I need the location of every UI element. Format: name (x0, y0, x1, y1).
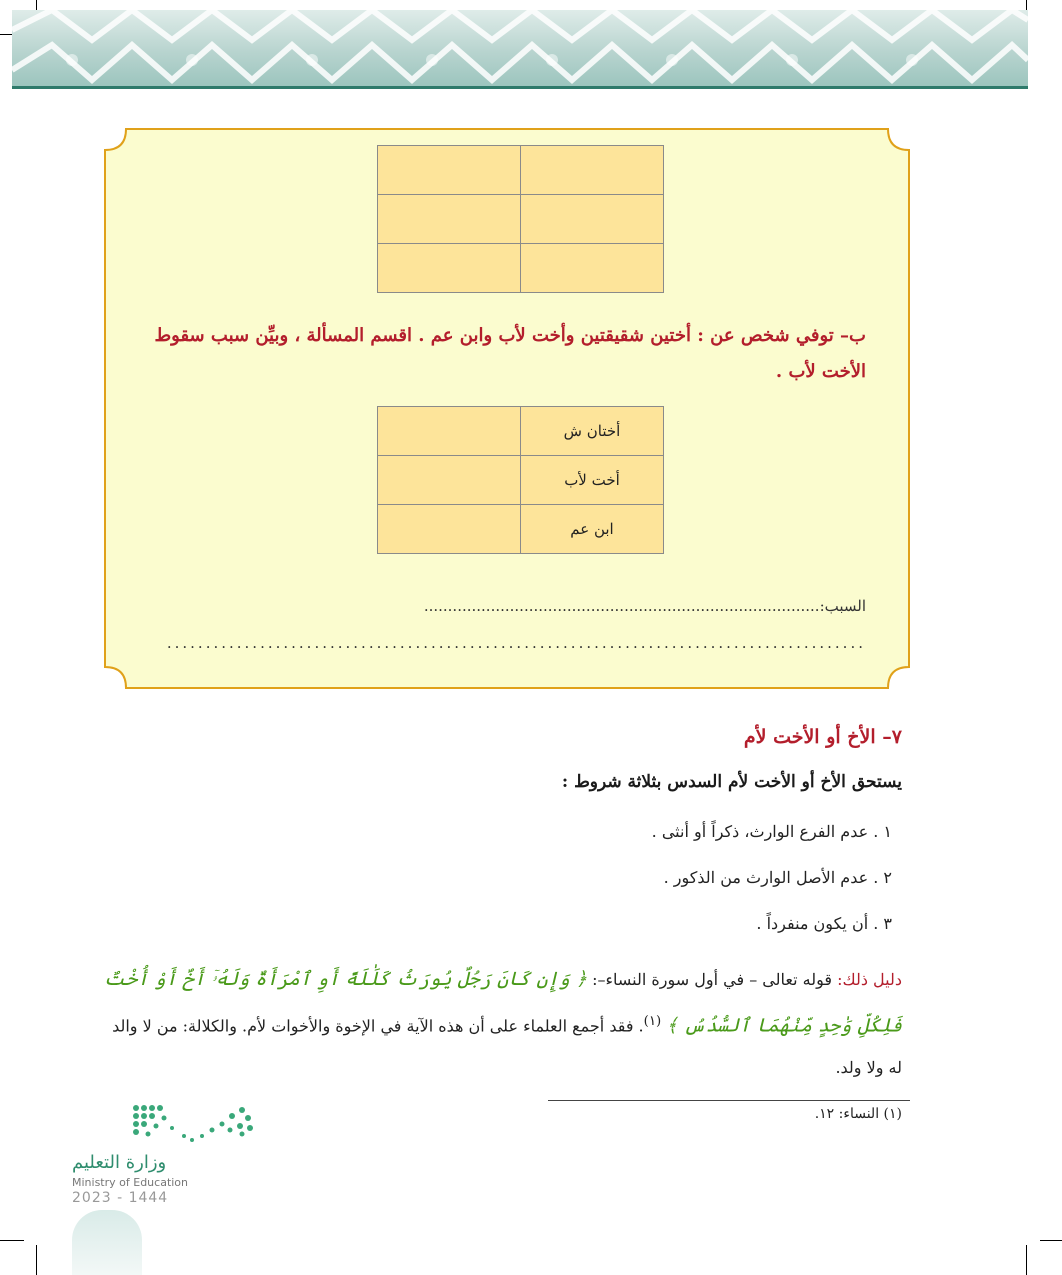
table-cell[interactable] (521, 195, 664, 244)
table-cell[interactable] (378, 244, 521, 293)
share-cell[interactable] (378, 407, 521, 456)
table-row (378, 146, 664, 195)
question-b: ب– توفي شخص عن : أختين شقيقتين وأخت لأب وابن عم . اقسم المسألة ، وبيِّن سبب سقوط الأخت لأب . (154, 325, 866, 382)
condition-item: ١ . عدم الفرع الوارث، ذكراً أو أنثى . (651, 822, 892, 841)
crop-mark (0, 1240, 24, 1241)
table-cell[interactable] (378, 146, 521, 195)
crop-mark (1026, 1245, 1027, 1275)
share-cell[interactable] (378, 505, 521, 554)
heirs-table (377, 406, 664, 554)
evidence-rest: . فقد أجمع العلماء على أن هذه الآية في الإخوة والأخوات لأم. والكلالة: من لا والد له ولا ولد. (112, 1016, 902, 1078)
decorative-arch (72, 1210, 142, 1275)
ministry-year: 2023 - 1444 (72, 1190, 169, 1206)
table-cell[interactable] (378, 195, 521, 244)
reason-line-2[interactable] (158, 634, 866, 652)
heir-cell: ابن عم (521, 505, 664, 554)
condition-item: ٢ . عدم الأصل الوارث من الذكور . (663, 868, 892, 887)
table-row (378, 407, 664, 456)
table-cell[interactable] (521, 146, 664, 195)
geometric-pattern (12, 10, 1028, 86)
crop-mark (36, 1245, 37, 1275)
reason-line[interactable] (158, 597, 866, 615)
table-row (378, 505, 664, 554)
crop-mark (1040, 1240, 1062, 1241)
ministry-logo (72, 1100, 262, 1220)
section-title: ٧– الأخ أو الأخت لأم (743, 726, 902, 748)
quran-verse: ﴿ وَإِن كَانَ رَجُلٌ يُورَثُ كَلَٰلَةً أَوِ ٱمْرَأَةٌ وَلَهُۥٓ أَخٌ أَوْ أُخْتٌ فَلِكُلِّ وَٰحِدٍ مِّنْهُمَا ٱلسُّدُسُ ﴾ (103, 968, 902, 1037)
evidence-paragraph (96, 958, 902, 1089)
ministry-english: Ministry of Education (72, 1176, 189, 1189)
footnote-divider (548, 1100, 910, 1101)
ministry-arabic: وزارة التعليم (72, 1152, 167, 1173)
heir-cell: أختان ش (521, 407, 664, 456)
answer-table-top (377, 145, 664, 293)
heir-cell: أخت لأب (521, 456, 664, 505)
reason-label: السبب: (819, 597, 866, 615)
share-cell[interactable] (378, 456, 521, 505)
condition-item: ٣ . أن يكون منفرداً . (756, 914, 892, 933)
dotted-logo-icon (72, 1100, 262, 1150)
table-cell[interactable] (521, 244, 664, 293)
answer-dots: .......................................................................................... (166, 634, 866, 652)
header-banner (12, 10, 1028, 86)
table-row (378, 195, 664, 244)
evidence-label: دليل ذلك: (837, 970, 902, 989)
table-row (378, 456, 664, 505)
footnote-ref: (١) (643, 1014, 662, 1029)
banner-divider (12, 86, 1028, 89)
evidence-intro: قوله تعالى – في أول سورة النساء–: (592, 970, 832, 989)
section-lead: يستحق الأخ أو الأخت لأم السدس بثلاثة شروط : (561, 772, 902, 792)
answer-dots: ................................................................................... (423, 597, 820, 615)
table-row (378, 244, 664, 293)
footnote: (١) النساء: ١٢. (814, 1106, 902, 1122)
